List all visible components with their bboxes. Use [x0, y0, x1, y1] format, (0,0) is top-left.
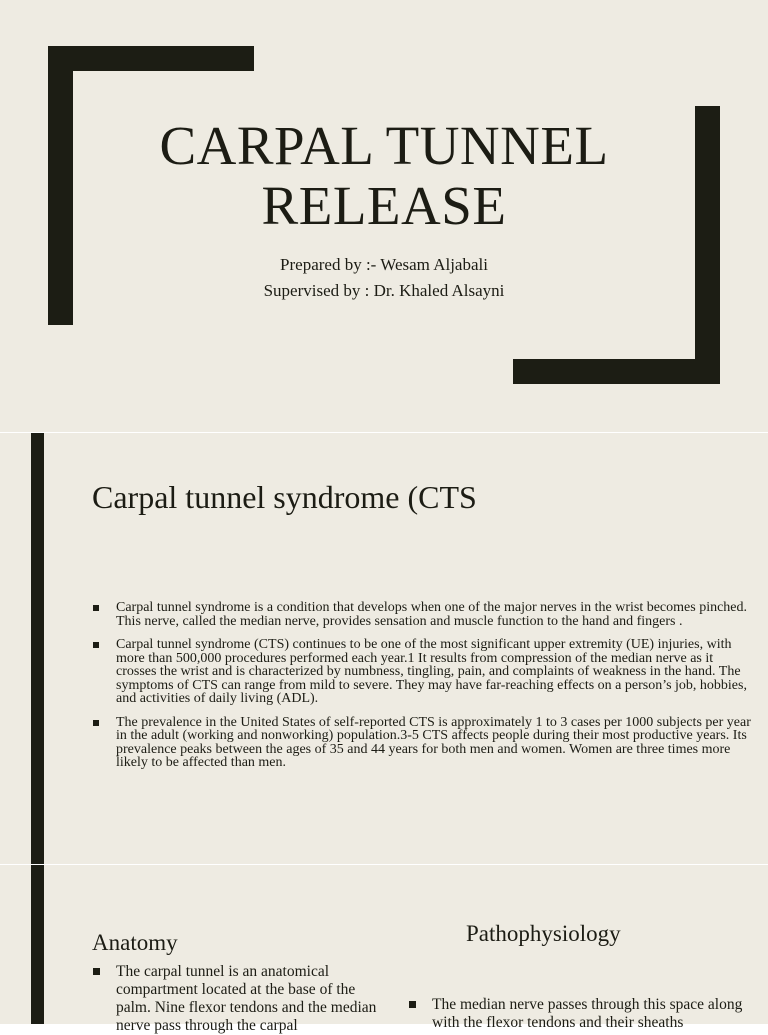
square-bullet-icon [409, 1001, 416, 1008]
left-accent-bar [31, 433, 44, 864]
title-line-1: CARPAL TUNNEL [159, 115, 609, 176]
prepared-by-text: Prepared by :- Wesam Aljabali [280, 255, 488, 274]
left-accent-bar [31, 865, 44, 1024]
anatomy-slide [0, 865, 768, 1034]
square-bullet-icon [93, 642, 99, 648]
supervised-by-text: Supervised by : Dr. Khaled Alsayni [263, 281, 505, 300]
bullet-text: The prevalence in the United States of self-reported CTS is approximately 1 to 3 cases per 1000 subjects per year in the adult (working and nonworking) population.3-5 CTS affects people during their most productive years. Its prevalence peaks between the ages of 35 and 44 years for both men and women. Women are three times more likely to be affected than men. [116, 714, 751, 770]
bullet-list [92, 601, 752, 780]
square-bullet-icon [93, 605, 99, 611]
cts-overview-slide [0, 433, 768, 864]
slide-title: Carpal tunnel syndrome (CTS [92, 479, 477, 515]
square-bullet-icon [93, 968, 100, 975]
presentation-title [0, 116, 768, 236]
bullet-text: Carpal tunnel syndrome (CTS) continues to be one of the most significant upper extremity (UE) injuries, with more than 500,000 procedures performed each year.1 It results from compression of the median nerve as it crosses the wrist and is characterized by numbness, tingling, pain, and complaints of weakness in the hand. The symptoms of CTS can range from mild to severe. They may have far-reaching effects on a person’s job, hobbies, and activities of daily living (ADL). [116, 637, 747, 706]
anatomy-bullet-text: The carpal tunnel is an anatomical compartment located at the base of the palm. Nine flexor tendons and the median nerve pass through the carpal [116, 963, 377, 1034]
square-bullet-icon [93, 720, 99, 726]
anatomy-bullet [92, 963, 382, 1035]
pathophysiology-heading: Pathophysiology [466, 921, 621, 946]
list-item [92, 638, 752, 706]
bottom-right-bracket-horizontal [513, 359, 720, 384]
bullet-text: Carpal tunnel syndrome is a condition that develops when one of the major nerves in the wrist becomes pinched. This nerve, called the median nerve, provides sensation and muscle function to the hand and fingers . [116, 600, 748, 629]
top-left-bracket-horizontal [48, 46, 254, 71]
list-item [92, 601, 752, 628]
title-line-2: RELEASE [261, 175, 507, 236]
list-item [92, 716, 752, 770]
title-slide [0, 0, 768, 432]
anatomy-heading: Anatomy [92, 930, 178, 955]
pathophysiology-bullet [408, 996, 758, 1032]
pathophysiology-bullet-text: The median nerve passes through this space along with the flexor tendons and their sheaths [432, 996, 743, 1031]
